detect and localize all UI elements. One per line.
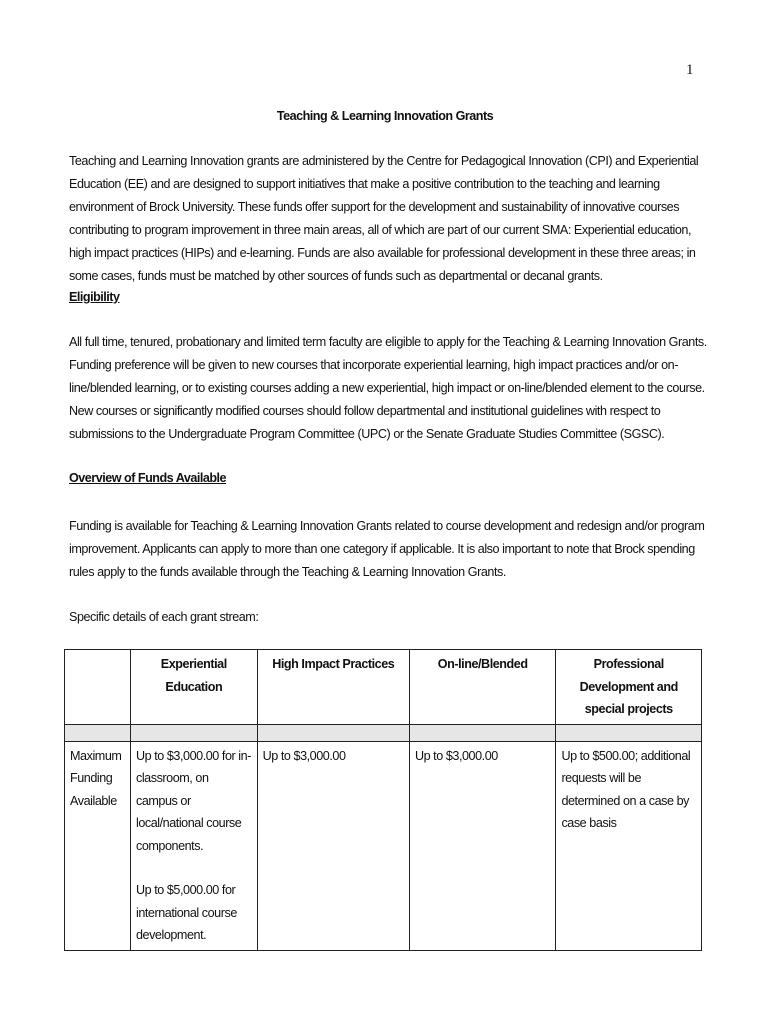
overview-paragraph: Funding is available for Teaching & Learning Innovation Grants related to course development and redesign and/or program improvement. Applicants can apply to more than one category if applicable. It is also important to note that Brock spending rules apply to the funds available through the Teaching & Learning Innovation Grants. — [69, 519, 705, 579]
table-header-professional: Professional Development and special projects — [556, 650, 702, 725]
document-title: Teaching & Learning Innovation Grants — [276, 109, 494, 123]
table-header-experiential: Experiential Education — [130, 650, 257, 725]
table-spacer-row — [65, 724, 702, 741]
row-label-max-funding: Maximum Funding Available — [65, 741, 131, 950]
eligibility-heading: Eligibility — [69, 290, 120, 304]
page-number: 1 — [686, 62, 694, 78]
eligibility-paragraph: All full time, tenured, probationary and limited term faculty are eligible to apply for the Teaching & Learning Innovation Grants. Funding preference will be given to new courses that incorporate experiential learning, high impact practices and/or on-line/blended learning, or to existing courses adding a new experiential, high impact or on-line/blended element to the course. New courses or significantly modified courses should follow departmental and institutional guidelines with respect to submissions to the Undergraduate Program Committee (UPC) or the Senate Graduate Studies Committee (SGSC). — [69, 335, 707, 441]
cell-professional: Up to $500.00; additional requests will be determined on a case by case basis — [556, 741, 702, 950]
details-label: Specific details of each grant stream: — [69, 610, 259, 624]
experiential-domestic-text: Up to $3,000.00 for in-classroom, on campus or local/national course components. — [135, 748, 251, 853]
table-header-high-impact: High Impact Practices — [257, 650, 409, 725]
grant-streams-table — [64, 649, 702, 951]
spacer-cell — [556, 724, 702, 741]
spacer-cell — [130, 724, 257, 741]
overview-heading: Overview of Funds Available — [69, 471, 227, 485]
table-header-online: On-line/Blended — [409, 650, 556, 725]
experiential-international-text: Up to $5,000.00 for international course development. — [135, 883, 237, 942]
spacer-cell — [257, 724, 409, 741]
table-row — [65, 741, 702, 950]
spacer-cell — [409, 724, 556, 741]
intro-paragraph: Teaching and Learning Innovation grants are administered by the Centre for Pedagogical Innovation (CPI) and Experiential Education (EE) and are designed to support initiatives that make a positive contribution to the teaching and learning environment of Brock University. These funds offer support for the development and sustainability of innovative courses contributing to program improvement in three main areas, all of which are part of our current SMA: Experiential education, high impact practices (HIPs) and e-learning. Funds are also available for professional development in these three areas; in some cases, funds must be matched by other sources of funds such as departmental or decanal grants. — [69, 154, 699, 283]
spacer-cell — [65, 724, 131, 741]
cell-online: Up to $3,000.00 — [409, 741, 556, 950]
cell-high-impact: Up to $3,000.00 — [257, 741, 409, 950]
cell-experiential — [130, 741, 257, 950]
table-header-empty — [65, 650, 131, 725]
table-header-row — [65, 650, 702, 725]
cell-spacer — [136, 857, 252, 879]
